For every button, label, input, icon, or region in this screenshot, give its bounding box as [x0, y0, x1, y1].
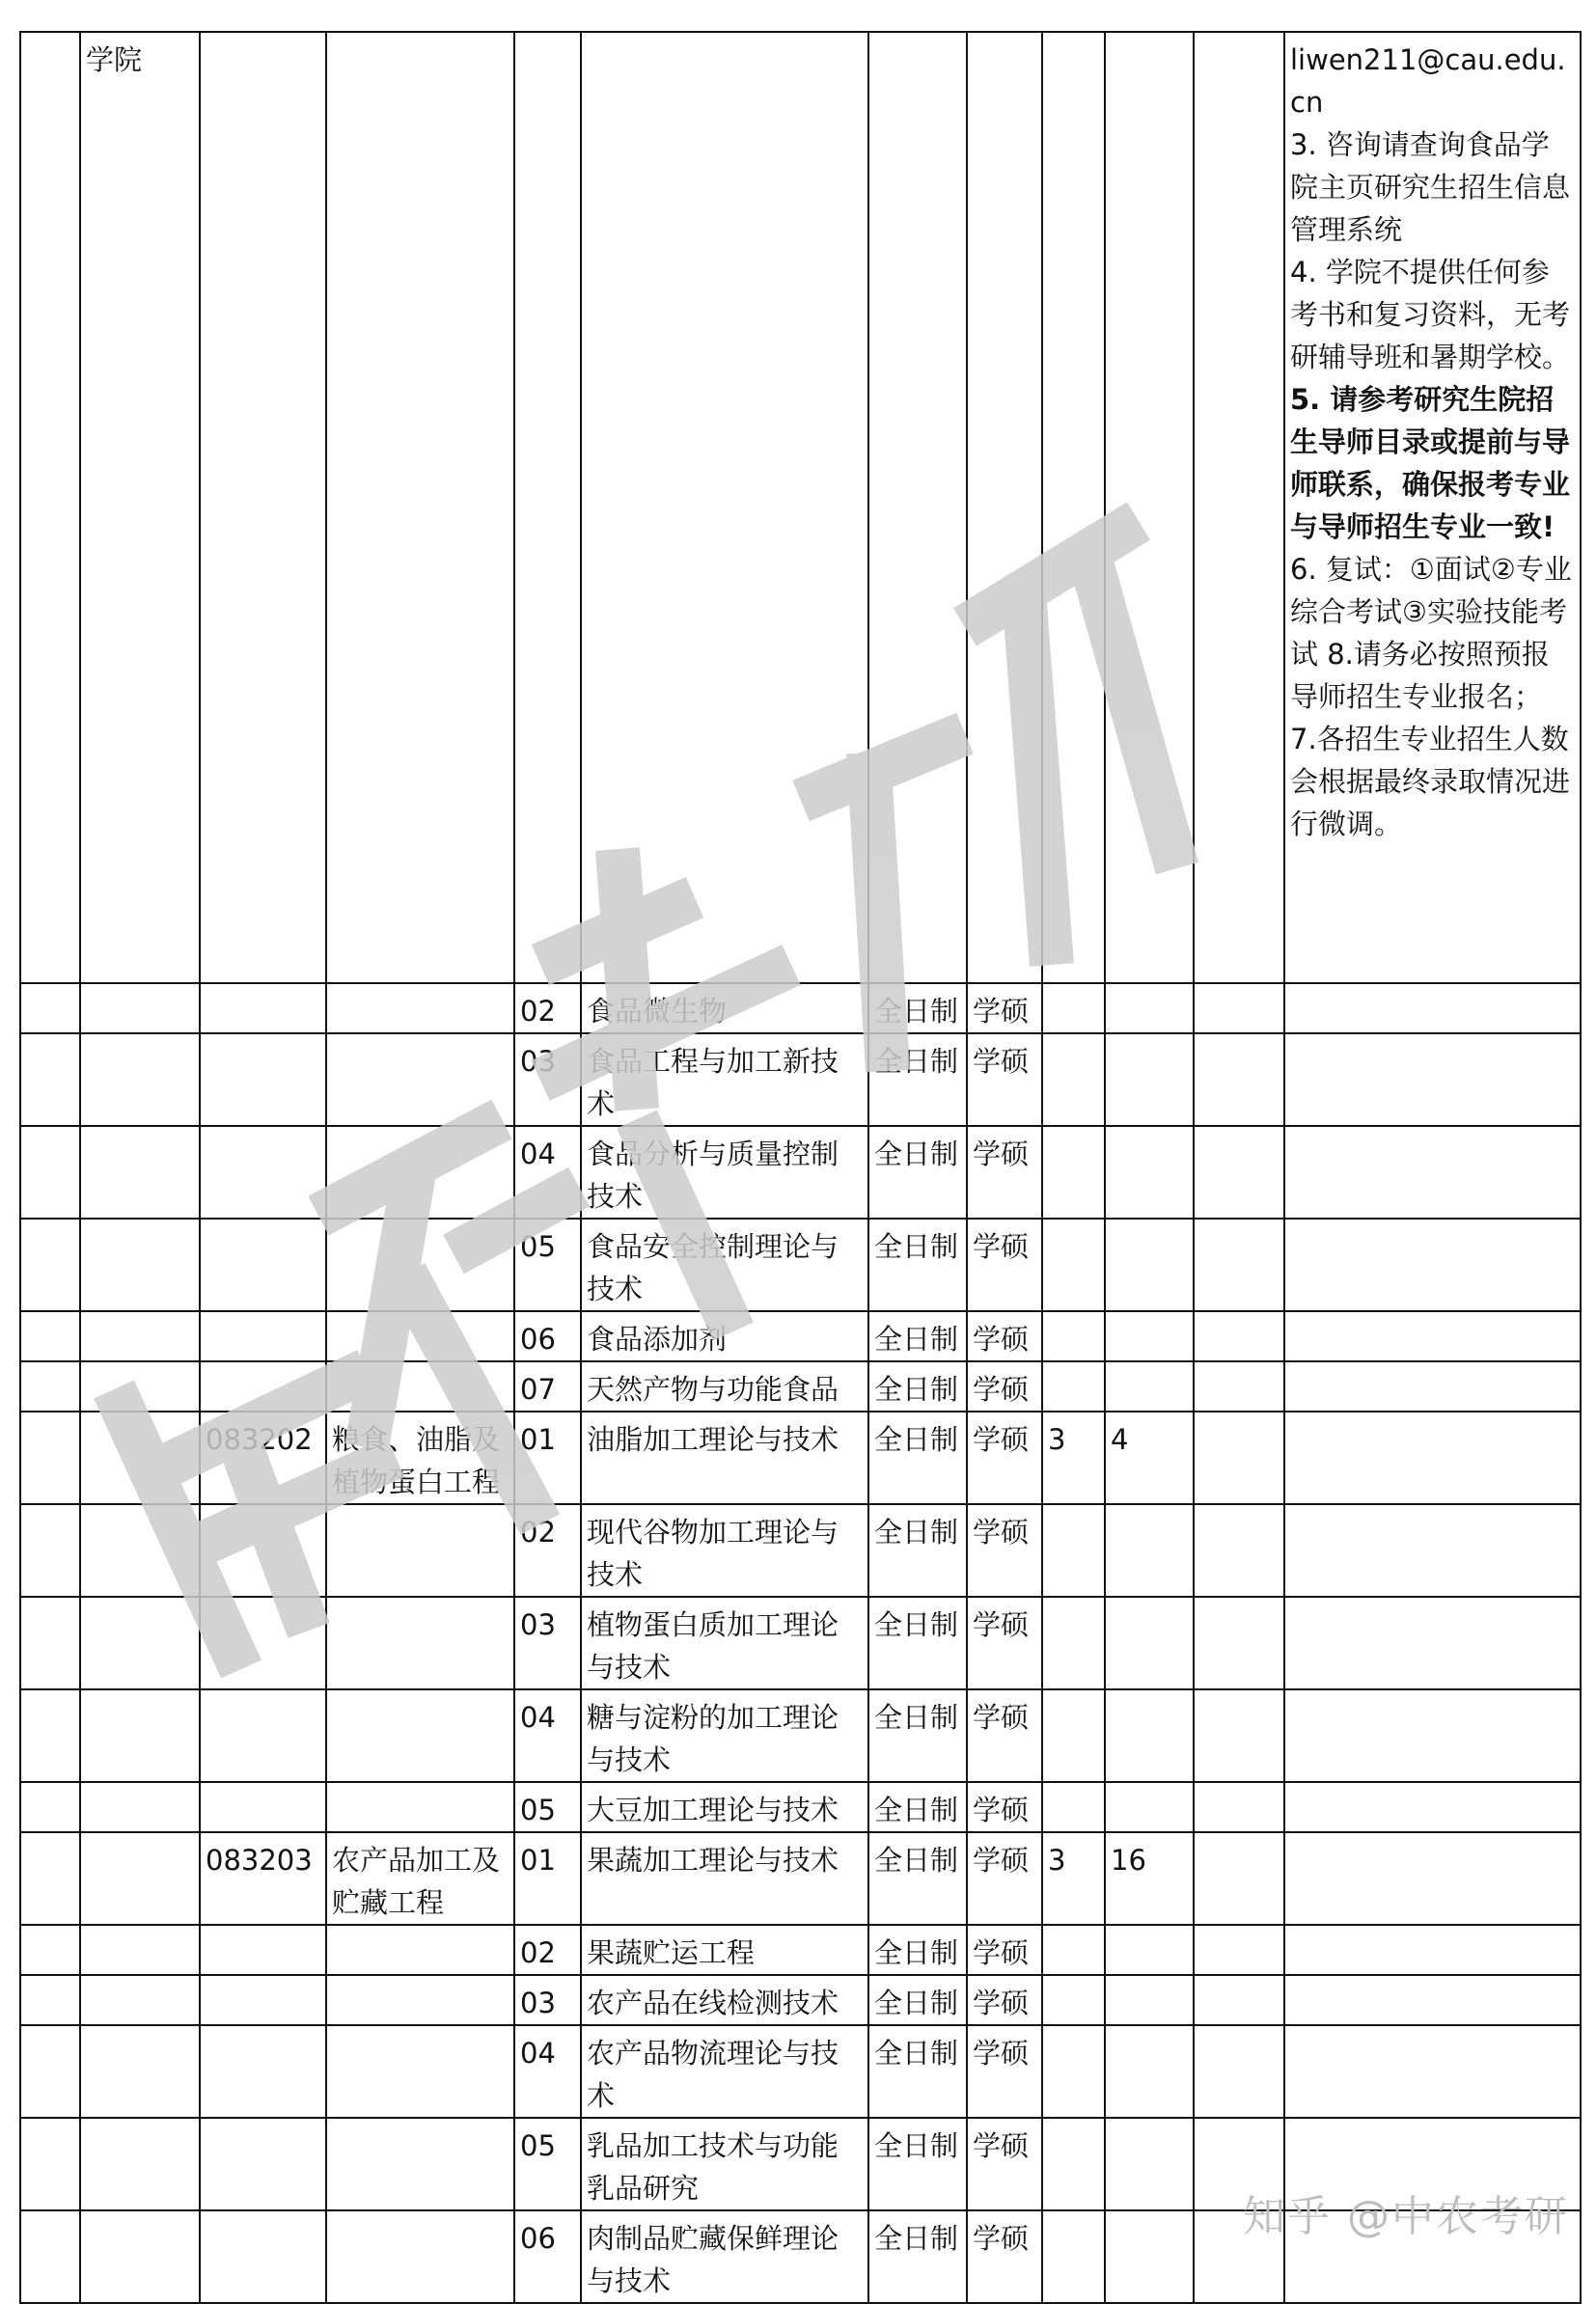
direction-name: 植物蛋白质加工理论与技术 [581, 1597, 868, 1689]
quota-b [1105, 983, 1194, 1033]
cell-note [1284, 2025, 1581, 2118]
cell-note [1284, 1126, 1581, 1219]
program-code [200, 1689, 326, 1782]
direction-number: 02 [514, 983, 581, 1033]
program-code [200, 1311, 326, 1361]
note-line: 7.各招生专业招生人数会根据最终录取情况进行微调。 [1290, 723, 1571, 840]
college-cell [80, 1597, 200, 1689]
college-cell [80, 1219, 200, 1311]
program-code [200, 2025, 326, 2118]
cell-index [20, 1597, 80, 1689]
cell-index [20, 1504, 80, 1597]
quota-a [1042, 2210, 1105, 2303]
quota-b [1105, 1311, 1194, 1361]
quota-a [1042, 1975, 1105, 2025]
cell-note [1284, 1412, 1581, 1504]
cell-exam [1194, 32, 1284, 983]
degree-type: 学硕 [967, 2118, 1042, 2210]
quota-a [1042, 983, 1105, 1033]
program-code [200, 1782, 326, 1832]
note-line: 5. 请参考研究生院招生导师目录或提前与导师联系，确保报考专业与导师招生专业一致! [1290, 383, 1571, 543]
program-name [326, 1311, 514, 1361]
quota-b [1105, 2118, 1194, 2210]
direction-name: 食品添加剂 [581, 1311, 868, 1361]
table-row [20, 2025, 1581, 2118]
direction-name: 大豆加工理论与技术 [581, 1782, 868, 1832]
direction-name: 食品微生物 [581, 983, 868, 1033]
cell-exam [1194, 1832, 1284, 1925]
program-name [326, 1925, 514, 1975]
program-name [326, 2118, 514, 2210]
program-name: 粮食、油脂及植物蛋白工程 [326, 1412, 514, 1504]
cell-index [20, 2118, 80, 2210]
study-mode: 全日制 [868, 2210, 967, 2303]
direction-name: 糖与淀粉的加工理论与技术 [581, 1689, 868, 1782]
program-code: 083202 [200, 1412, 326, 1504]
program-name [326, 1033, 514, 1126]
degree-type: 学硕 [967, 1597, 1042, 1689]
table-row [20, 1597, 1581, 1689]
cell-index [20, 1361, 80, 1412]
quota-a [1042, 1689, 1105, 1782]
table-row [20, 1412, 1581, 1504]
direction-number: 05 [514, 1782, 581, 1832]
direction-number: 07 [514, 1361, 581, 1412]
quota-a [1042, 1219, 1105, 1311]
admissions-table [19, 31, 1582, 2304]
program-code [200, 2118, 326, 2210]
cell-index [20, 1975, 80, 2025]
quota-a [1042, 1126, 1105, 1219]
quota-a: 3 [1042, 1412, 1105, 1504]
study-mode: 全日制 [868, 1219, 967, 1311]
quota-a [1042, 1925, 1105, 1975]
cell-code [200, 32, 326, 983]
direction-name: 天然产物与功能食品 [581, 1361, 868, 1412]
cell-dir-name [581, 32, 868, 983]
program-code [200, 983, 326, 1033]
cell-exam [1194, 1219, 1284, 1311]
cell-note [1284, 1504, 1581, 1597]
quota-b [1105, 2025, 1194, 2118]
table-row [20, 1311, 1581, 1361]
direction-number: 02 [514, 1925, 581, 1975]
cell-note [1284, 1689, 1581, 1782]
direction-number: 04 [514, 2025, 581, 2118]
program-code [200, 1925, 326, 1975]
cell-index [20, 1832, 80, 1925]
direction-number: 02 [514, 1504, 581, 1597]
degree-type: 学硕 [967, 1412, 1042, 1504]
direction-number: 05 [514, 1219, 581, 1311]
program-name [326, 1689, 514, 1782]
direction-number: 01 [514, 1412, 581, 1504]
direction-number: 03 [514, 1597, 581, 1689]
cell-index [20, 32, 80, 983]
cell-index [20, 1311, 80, 1361]
cell-exam [1194, 1126, 1284, 1219]
program-name [326, 1361, 514, 1412]
degree-type: 学硕 [967, 1126, 1042, 1219]
degree-type: 学硕 [967, 2025, 1042, 2118]
quota-b [1105, 1975, 1194, 2025]
direction-name: 果蔬贮运工程 [581, 1925, 868, 1975]
study-mode: 全日制 [868, 1311, 967, 1361]
degree-type: 学硕 [967, 1504, 1042, 1597]
direction-number: 01 [514, 1832, 581, 1925]
cell-quota-a [1042, 32, 1105, 983]
program-name [326, 983, 514, 1033]
program-name [326, 1504, 514, 1597]
catalog-table [19, 31, 1582, 2304]
cell-note [1284, 1925, 1581, 1975]
cell-index [20, 1412, 80, 1504]
cell-index [20, 1689, 80, 1782]
cell-note [1284, 1219, 1581, 1311]
college-cell [80, 1126, 200, 1219]
quota-a [1042, 1597, 1105, 1689]
program-name [326, 2025, 514, 2118]
cell-index [20, 1219, 80, 1311]
direction-name: 果蔬加工理论与技术 [581, 1832, 868, 1925]
quota-b [1105, 1033, 1194, 1126]
degree-type: 学硕 [967, 1361, 1042, 1412]
direction-name: 食品分析与质量控制技术 [581, 1126, 868, 1219]
program-name [326, 1597, 514, 1689]
direction-number: 05 [514, 2118, 581, 2210]
cell-index [20, 1782, 80, 1832]
college-cell [80, 983, 200, 1033]
direction-number: 03 [514, 1975, 581, 2025]
study-mode: 全日制 [868, 1033, 967, 1126]
degree-type: 学硕 [967, 1782, 1042, 1832]
quota-a: 3 [1042, 1832, 1105, 1925]
cell-note [1284, 1033, 1581, 1126]
cell-exam [1194, 983, 1284, 1033]
cell-note [1284, 1311, 1581, 1361]
quota-a [1042, 1361, 1105, 1412]
quota-a [1042, 1782, 1105, 1832]
program-name [326, 1219, 514, 1311]
college-cell [80, 2210, 200, 2303]
program-code [200, 2210, 326, 2303]
quota-a [1042, 2025, 1105, 2118]
program-code [200, 1219, 326, 1311]
table-row [20, 1782, 1581, 1832]
quota-b: 4 [1105, 1412, 1194, 1504]
direction-name: 肉制品贮藏保鲜理论与技术 [581, 2210, 868, 2303]
program-code [200, 1126, 326, 1219]
table-row [20, 1975, 1581, 2025]
study-mode: 全日制 [868, 1412, 967, 1504]
direction-number: 06 [514, 1311, 581, 1361]
college-cell [80, 1782, 200, 1832]
table-row [20, 1504, 1581, 1597]
table-row [20, 1832, 1581, 1925]
study-mode: 全日制 [868, 1504, 967, 1597]
note-line: liwen211@cau.edu.cn [1290, 43, 1566, 119]
quota-b [1105, 2210, 1194, 2303]
cell-exam [1194, 1925, 1284, 1975]
college-cell [80, 1832, 200, 1925]
quota-a [1042, 1311, 1105, 1361]
cell-note [1284, 1361, 1581, 1412]
degree-type: 学硕 [967, 2210, 1042, 2303]
college-cell [80, 1504, 200, 1597]
table-row [20, 1689, 1581, 1782]
degree-type: 学硕 [967, 1033, 1042, 1126]
cell-note [1284, 1975, 1581, 2025]
direction-number: 03 [514, 1033, 581, 1126]
study-mode: 全日制 [868, 1832, 967, 1925]
study-mode: 全日制 [868, 1361, 967, 1412]
cell-exam [1194, 1782, 1284, 1832]
college-cell [80, 1361, 200, 1412]
cell-index [20, 983, 80, 1033]
study-mode: 全日制 [868, 2118, 967, 2210]
note-line: 4. 学院不提供任何参考书和复习资料，无考研辅导班和暑期学校。 [1290, 256, 1571, 373]
table-row-header-continuation [20, 32, 1581, 983]
table-row [20, 1361, 1581, 1412]
note-line: 6. 复试：①面试②专业综合考试③实验技能考试 8.请务必按照预报导师招生专业报名； [1290, 553, 1572, 713]
program-name [326, 2210, 514, 2303]
degree-type: 学硕 [967, 1975, 1042, 2025]
quota-b [1105, 1689, 1194, 1782]
cell-exam [1194, 1033, 1284, 1126]
study-mode: 全日制 [868, 1782, 967, 1832]
direction-number: 06 [514, 2210, 581, 2303]
table-body [20, 32, 1581, 2303]
cell-exam [1194, 1311, 1284, 1361]
cell-index [20, 1126, 80, 1219]
cell-note [1284, 1782, 1581, 1832]
cell-major [326, 32, 514, 983]
program-code [200, 1597, 326, 1689]
table-row [20, 1126, 1581, 1219]
quota-b: 16 [1105, 1832, 1194, 1925]
cell-mode [868, 32, 967, 983]
cell-index [20, 1033, 80, 1126]
table-row [20, 983, 1581, 1033]
study-mode: 全日制 [868, 1925, 967, 1975]
study-mode: 全日制 [868, 1126, 967, 1219]
college-cell [80, 1311, 200, 1361]
college-cell [80, 1412, 200, 1504]
cell-note [1284, 983, 1581, 1033]
direction-name: 农产品在线检测技术 [581, 1975, 868, 2025]
notes-cell [1284, 32, 1581, 983]
cell-index [20, 2025, 80, 2118]
degree-type: 学硕 [967, 1832, 1042, 1925]
cell-type [967, 32, 1042, 983]
study-mode: 全日制 [868, 983, 967, 1033]
cell-index [20, 2210, 80, 2303]
study-mode: 全日制 [868, 1689, 967, 1782]
direction-number: 04 [514, 1126, 581, 1219]
cell-exam [1194, 1689, 1284, 1782]
table-row [20, 1925, 1581, 1975]
quota-a [1042, 1504, 1105, 1597]
college-cell [80, 1925, 200, 1975]
direction-name: 食品安全控制理论与技术 [581, 1219, 868, 1311]
quota-b [1105, 1219, 1194, 1311]
college-cell: 学院 [80, 32, 200, 983]
quota-b [1105, 1504, 1194, 1597]
quota-b [1105, 1361, 1194, 1412]
college-cell [80, 1689, 200, 1782]
cell-note [1284, 1832, 1581, 1925]
program-code: 083203 [200, 1832, 326, 1925]
program-name [326, 1126, 514, 1219]
quota-b [1105, 1597, 1194, 1689]
degree-type: 学硕 [967, 983, 1042, 1033]
program-code [200, 1504, 326, 1597]
quota-b [1105, 1925, 1194, 1975]
degree-type: 学硕 [967, 1925, 1042, 1975]
direction-name: 现代谷物加工理论与技术 [581, 1504, 868, 1597]
study-mode: 全日制 [868, 1597, 967, 1689]
cell-quota-b [1105, 32, 1194, 983]
quota-a [1042, 2118, 1105, 2210]
program-code [200, 1033, 326, 1126]
study-mode: 全日制 [868, 1975, 967, 2025]
direction-name: 油脂加工理论与技术 [581, 1412, 868, 1504]
cell-note [1284, 1597, 1581, 1689]
cell-exam [1194, 2025, 1284, 2118]
college-cell [80, 2118, 200, 2210]
cell-index [20, 1925, 80, 1975]
cell-exam [1194, 1597, 1284, 1689]
program-name [326, 1975, 514, 2025]
program-name: 农产品加工及贮藏工程 [326, 1832, 514, 1925]
brand-watermark: 知乎 @中农考研 [1243, 2192, 1569, 2241]
direction-name: 食品工程与加工新技术 [581, 1033, 868, 1126]
cell-exam [1194, 1412, 1284, 1504]
direction-number: 04 [514, 1689, 581, 1782]
college-cell [80, 1975, 200, 2025]
cell-exam [1194, 1361, 1284, 1412]
table-row [20, 1033, 1581, 1126]
direction-name: 农产品物流理论与技术 [581, 2025, 868, 2118]
study-mode: 全日制 [868, 2025, 967, 2118]
direction-name: 乳品加工技术与功能乳品研究 [581, 2118, 868, 2210]
cell-exam [1194, 1504, 1284, 1597]
table-row [20, 1219, 1581, 1311]
quota-b [1105, 1782, 1194, 1832]
cell-dir-no [514, 32, 581, 983]
program-code [200, 1975, 326, 2025]
degree-type: 学硕 [967, 1689, 1042, 1782]
program-name [326, 1782, 514, 1832]
degree-type: 学硕 [967, 1311, 1042, 1361]
quota-a [1042, 1033, 1105, 1126]
college-cell [80, 2025, 200, 2118]
cell-exam [1194, 1975, 1284, 2025]
college-cell [80, 1033, 200, 1126]
quota-b [1105, 1126, 1194, 1219]
program-code [200, 1361, 326, 1412]
degree-type: 学硕 [967, 1219, 1042, 1311]
note-line: 3. 咨询请查询食品学院主页研究生招生信息管理系统 [1290, 128, 1571, 246]
